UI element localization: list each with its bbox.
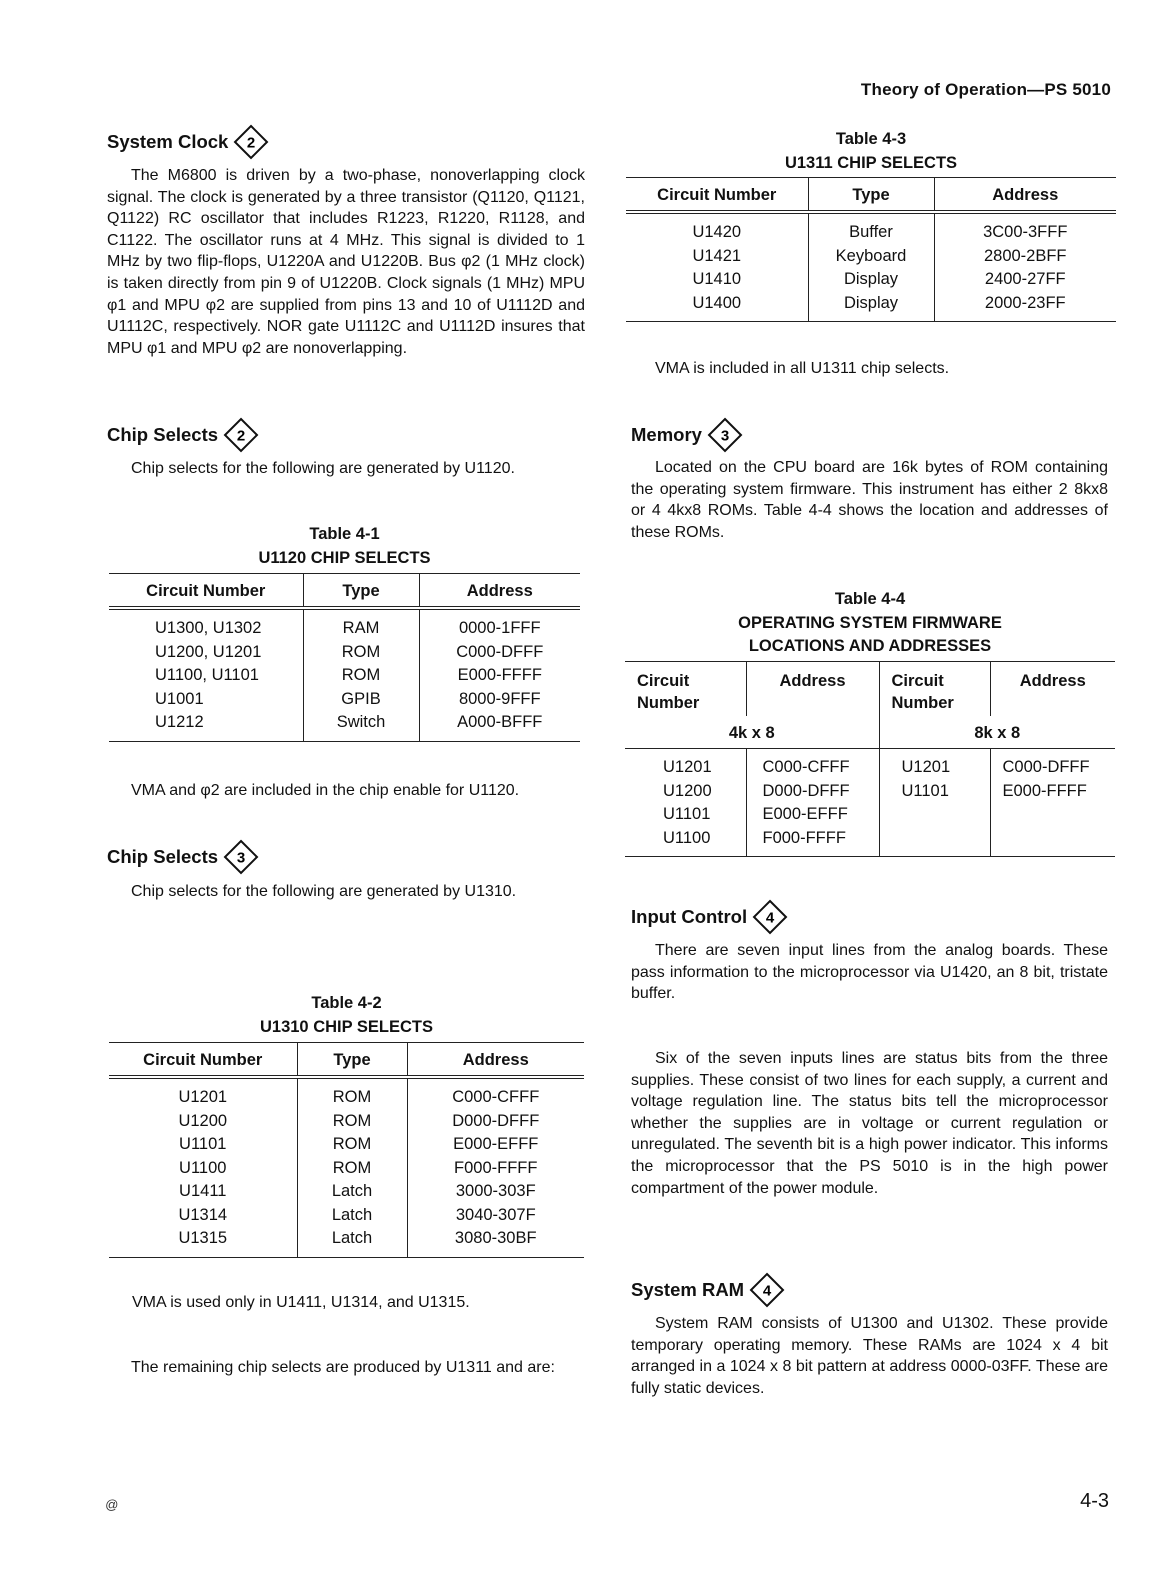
diagram-number-badge-icon bbox=[233, 124, 269, 160]
running-head: Theory of Operation—PS 5010 bbox=[860, 80, 1111, 99]
column-header: Type bbox=[297, 1043, 407, 1078]
column-header-circuit-number: Circuit Number bbox=[879, 662, 990, 717]
cell-address: C000-DFFF bbox=[419, 640, 580, 664]
table-row bbox=[626, 291, 1116, 322]
cell-type: ROM bbox=[297, 1077, 407, 1109]
cell-type: Display bbox=[808, 268, 934, 292]
cell-circuit: U1200 bbox=[663, 781, 712, 800]
chip-selects-2-paragraph: Chip selects for the following are generated by U1120. bbox=[131, 460, 515, 477]
cell-type: ROM bbox=[297, 1133, 407, 1157]
footer-copyright-mark: @ bbox=[105, 1497, 119, 1512]
table-4-3 bbox=[626, 177, 1116, 322]
column-header: Circuit Number bbox=[109, 1043, 297, 1078]
table-row bbox=[109, 640, 580, 664]
column-header: Circuit Number bbox=[626, 178, 808, 213]
remaining-chip-selects-paragraph: The remaining chip selects are produced by U1311 and are: bbox=[131, 1359, 555, 1376]
vma-u1411-note: VMA is used only in U1411, U1314, and U1315. bbox=[132, 1294, 470, 1311]
column-header-address: Address bbox=[746, 662, 879, 717]
input-control-paragraph-2: Six of the seven inputs lines are status bits from the three supplies. These consist of two lines for each supply, a current and voltage regulation line. The status bits tell the microprocessor whether the supplies are in voltage or current regulation or unregulated. The seventh bit is a high power indicator. This informs the microprocessor that the PS 5010 is in the high power compartment of the power module. bbox=[631, 1050, 1108, 1197]
cell-circuit: U1314 bbox=[178, 1205, 228, 1224]
cell-empty bbox=[879, 826, 990, 857]
cell-circuit: U1410 bbox=[692, 270, 742, 288]
section-title-text: System Clock bbox=[107, 131, 229, 152]
svg-text:2: 2 bbox=[247, 134, 256, 152]
column-header: Address bbox=[934, 178, 1116, 213]
cell-address: 3C00-3FFF bbox=[934, 212, 1116, 244]
table-row bbox=[109, 687, 580, 711]
table-row bbox=[109, 1227, 584, 1258]
cell-type: RAM bbox=[303, 608, 419, 640]
section-title-text: Input Control bbox=[631, 906, 748, 927]
svg-text:4: 4 bbox=[765, 909, 775, 927]
cell-address: 2800-2BFF bbox=[934, 244, 1116, 268]
table-title: U1120 CHIP SELECTS bbox=[258, 548, 431, 567]
table-row bbox=[626, 212, 1116, 244]
cell-circuit: U1300, U1302 bbox=[155, 619, 262, 637]
section-title-chip-selects-3 bbox=[107, 840, 259, 874]
cell-circuit: U1101 bbox=[879, 779, 990, 803]
cell-address: 0000-1FFF bbox=[419, 608, 580, 640]
table-row bbox=[109, 711, 580, 742]
cell-type: ROM bbox=[297, 1156, 407, 1180]
table-title: U1311 CHIP SELECTS bbox=[784, 153, 958, 172]
cell-address: D000-DFFF bbox=[746, 779, 879, 803]
system-clock-paragraph: The M6800 is driven by a two-phase, nonoverlapping clock signal. The clock is generated by a three transistor (Q1120, Q1121, Q1122) RC oscillator that includes R1223, R1220, R1128, and C1122. The oscillator runs at 4 MHz. This signal is divided to 1 MHz by two flip-flops, U1220A and U1220B. Bus φ2 (1 MHz clock) is taken directly from pin 9 of U1220B. Clock signals (1 MHz) MPU φ1 and MPU φ2 are supplied from pins 13 and 10 of U1112D and U1112C, respectively. NOR gate U1112C and U1112D insures that MPU φ1 and MPU φ2 are nonoverlapping. bbox=[107, 167, 585, 357]
cell-type: Switch bbox=[303, 711, 419, 742]
cell-type: Display bbox=[808, 291, 934, 322]
column-header: Type bbox=[808, 178, 934, 213]
cell-type: GPIB bbox=[303, 687, 419, 711]
diagram-number-badge-icon bbox=[223, 839, 259, 875]
cell-circuit: U1101 bbox=[663, 805, 711, 823]
cell-address: 3000-303F bbox=[407, 1180, 584, 1204]
cell-circuit: U1200, U1201 bbox=[155, 642, 262, 661]
cell-circuit: U1100 bbox=[179, 1158, 227, 1177]
cell-address: C000-CFFF bbox=[407, 1077, 584, 1109]
table-4-2-caption bbox=[109, 992, 584, 1039]
section-title-system-clock bbox=[107, 125, 269, 159]
table-row bbox=[626, 268, 1116, 292]
table-row bbox=[625, 779, 1115, 803]
column-header: Address bbox=[419, 574, 580, 609]
cell-type: Latch bbox=[297, 1203, 407, 1227]
table-4-2 bbox=[109, 1042, 584, 1258]
cell-address: 2000-23FF bbox=[934, 291, 1116, 322]
diagram-number-badge-icon bbox=[707, 417, 743, 453]
cell-type: ROM bbox=[303, 640, 419, 664]
cell-circuit: U1201 bbox=[663, 758, 712, 776]
cell-address: C000-DFFF bbox=[990, 749, 1115, 780]
cell-address: 2400-27FF bbox=[934, 268, 1116, 292]
cell-circuit: U1420 bbox=[692, 223, 742, 241]
table-row bbox=[625, 803, 1115, 827]
svg-text:2: 2 bbox=[236, 427, 246, 445]
cell-circuit: U1101 bbox=[179, 1135, 227, 1153]
table-title: OPERATING SYSTEM FIRMWARE bbox=[738, 613, 1002, 632]
cell-address: A000-BFFF bbox=[419, 711, 580, 742]
section-title-chip-selects-2 bbox=[107, 418, 259, 452]
cell-circuit: U1001 bbox=[155, 689, 204, 708]
table-label: Table 4-3 bbox=[835, 130, 907, 148]
vma-u1120-note: VMA and φ2 are included in the chip enable for U1120. bbox=[131, 782, 520, 799]
cell-empty bbox=[990, 803, 1115, 827]
table-4-4 bbox=[625, 661, 1115, 857]
cell-circuit: U1200 bbox=[178, 1111, 228, 1130]
cell-circuit: U1421 bbox=[692, 246, 742, 265]
cell-type: Latch bbox=[297, 1227, 407, 1258]
cell-address: C000-CFFF bbox=[746, 749, 879, 780]
cell-circuit: U1411 bbox=[179, 1182, 227, 1200]
table-4-3-caption bbox=[626, 128, 1116, 175]
diagram-number-badge-icon bbox=[749, 1272, 785, 1308]
cell-circuit: U1100 bbox=[663, 828, 711, 847]
table-row bbox=[109, 1156, 584, 1180]
section-title-memory bbox=[631, 418, 743, 452]
table-row bbox=[109, 1203, 584, 1227]
cell-address: 3080-30BF bbox=[407, 1227, 584, 1258]
column-header-address: Address bbox=[990, 662, 1115, 717]
system-ram-paragraph: System RAM consists of U1300 and U1302. These provide temporary operating memory. These RAMs are 1024 x 4 bit arranged in a 1024 x 8 bit pattern at address 0000-03FF. These are fully static devices. bbox=[631, 1315, 1108, 1397]
column-header-circuit-number: Circuit Number bbox=[637, 672, 700, 712]
section-title-input-control bbox=[631, 900, 788, 934]
cell-address: 8000-9FFF bbox=[419, 687, 580, 711]
column-header: Address bbox=[407, 1043, 584, 1078]
svg-text:3: 3 bbox=[236, 849, 246, 867]
cell-address: D000-DFFF bbox=[407, 1109, 584, 1133]
cell-address: E000-EFFF bbox=[746, 803, 879, 827]
section-title-text: Chip Selects bbox=[107, 424, 219, 445]
cell-circuit: U1100, U1101 bbox=[155, 666, 259, 684]
input-control-paragraph-1: There are seven input lines from the analog boards. These pass information to the microprocessor via U1420, an 8 bit, tristate buffer. bbox=[631, 942, 1108, 1003]
table-row bbox=[109, 608, 580, 640]
table-label: Table 4-1 bbox=[309, 525, 380, 543]
table-title: U1310 CHIP SELECTS bbox=[259, 1017, 433, 1036]
table-label: Table 4-4 bbox=[834, 590, 906, 608]
table-row bbox=[625, 826, 1115, 857]
table-row bbox=[109, 1133, 584, 1157]
section-title-text: Memory bbox=[631, 424, 702, 445]
vma-u1311-note: VMA is included in all U1311 chip selects. bbox=[655, 360, 950, 377]
table-label: Table 4-2 bbox=[311, 994, 382, 1012]
svg-text:3: 3 bbox=[720, 427, 730, 445]
cell-address: F000-FFFF bbox=[746, 826, 879, 857]
memory-paragraph: Located on the CPU board are 16k bytes of ROM containing the operating system firmware. This instrument has either 2 8kx8 or 4 4kx8 ROMs. Table 4-4 shows the location and addresses of these ROMs. bbox=[631, 459, 1108, 541]
group-header-4k: 4k x 8 bbox=[625, 716, 879, 749]
cell-circuit: U1201 bbox=[879, 749, 990, 780]
cell-circuit: U1315 bbox=[178, 1229, 228, 1247]
section-title-system-ram bbox=[631, 1273, 785, 1307]
table-row bbox=[109, 664, 580, 688]
table-4-4-caption bbox=[625, 588, 1115, 659]
page-number: 4-3 bbox=[1080, 1490, 1109, 1512]
section-title-text: Chip Selects bbox=[107, 846, 219, 867]
diagram-number-badge-icon bbox=[223, 417, 259, 453]
cell-type: Keyboard bbox=[808, 244, 934, 268]
cell-address: F000-FFFF bbox=[407, 1156, 584, 1180]
table-row bbox=[109, 1180, 584, 1204]
cell-type: Latch bbox=[297, 1180, 407, 1204]
table-4-1 bbox=[109, 573, 580, 742]
cell-address: E000-EFFF bbox=[407, 1133, 584, 1157]
cell-type: ROM bbox=[303, 664, 419, 688]
table-row bbox=[625, 749, 1115, 780]
group-header-8k: 8k x 8 bbox=[879, 716, 1115, 749]
diagram-number-badge-icon bbox=[752, 899, 788, 935]
cell-type: Buffer bbox=[808, 212, 934, 244]
cell-address: 3040-307F bbox=[407, 1203, 584, 1227]
svg-text:4: 4 bbox=[762, 1282, 772, 1300]
cell-empty bbox=[879, 803, 990, 827]
chip-selects-3-paragraph: Chip selects for the following are generated by U1310. bbox=[131, 883, 517, 900]
column-header: Circuit Number bbox=[109, 574, 303, 609]
cell-type: ROM bbox=[297, 1109, 407, 1133]
table-title: LOCATIONS AND ADDRESSES bbox=[748, 637, 992, 655]
table-row bbox=[626, 244, 1116, 268]
cell-address: E000-FFFF bbox=[990, 779, 1115, 803]
table-row bbox=[109, 1109, 584, 1133]
column-header: Type bbox=[303, 574, 419, 609]
cell-empty bbox=[990, 826, 1115, 857]
section-title-text: System RAM bbox=[631, 1279, 745, 1300]
cell-address: E000-FFFF bbox=[419, 664, 580, 688]
cell-circuit: U1400 bbox=[692, 293, 742, 312]
cell-circuit: U1212 bbox=[155, 713, 204, 731]
table-row bbox=[109, 1077, 584, 1109]
cell-circuit: U1201 bbox=[178, 1088, 228, 1106]
table-4-1-caption bbox=[109, 523, 580, 570]
